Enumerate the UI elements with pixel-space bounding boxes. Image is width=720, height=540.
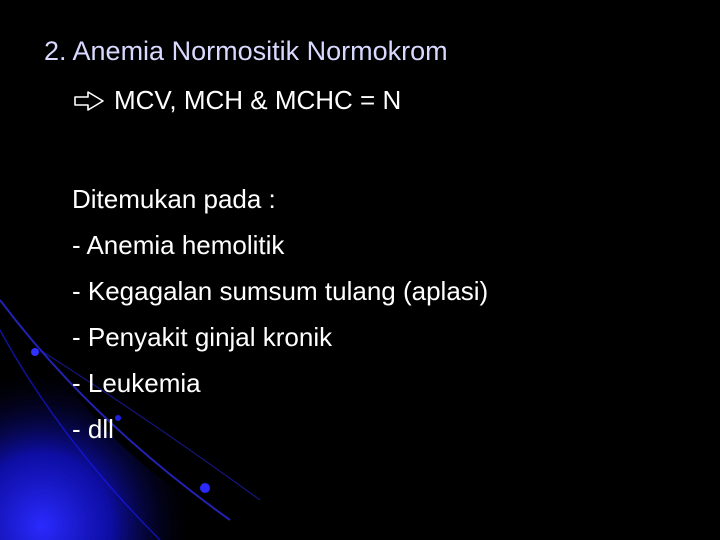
decor-dot-2 (200, 483, 210, 493)
list-heading: Ditemukan pada : (72, 184, 276, 214)
body-list (72, 176, 488, 452)
subpoint-text: MCV, MCH & MCHC = N (114, 85, 402, 115)
slide-title: 2. Anemia Normositik Normokrom (44, 36, 448, 66)
decor-dot-1 (31, 348, 39, 356)
list-item: - Leukemia (72, 368, 201, 398)
list-item: - Kegagalan sumsum tulang (aplasi) (72, 276, 489, 306)
list-item: - Penyakit ginjal kronik (72, 322, 333, 352)
list-item: - Anemia hemolitik (72, 230, 285, 260)
subpoint (72, 85, 401, 116)
list-item: - dll (72, 414, 114, 444)
outline-arrow-icon (72, 89, 106, 113)
